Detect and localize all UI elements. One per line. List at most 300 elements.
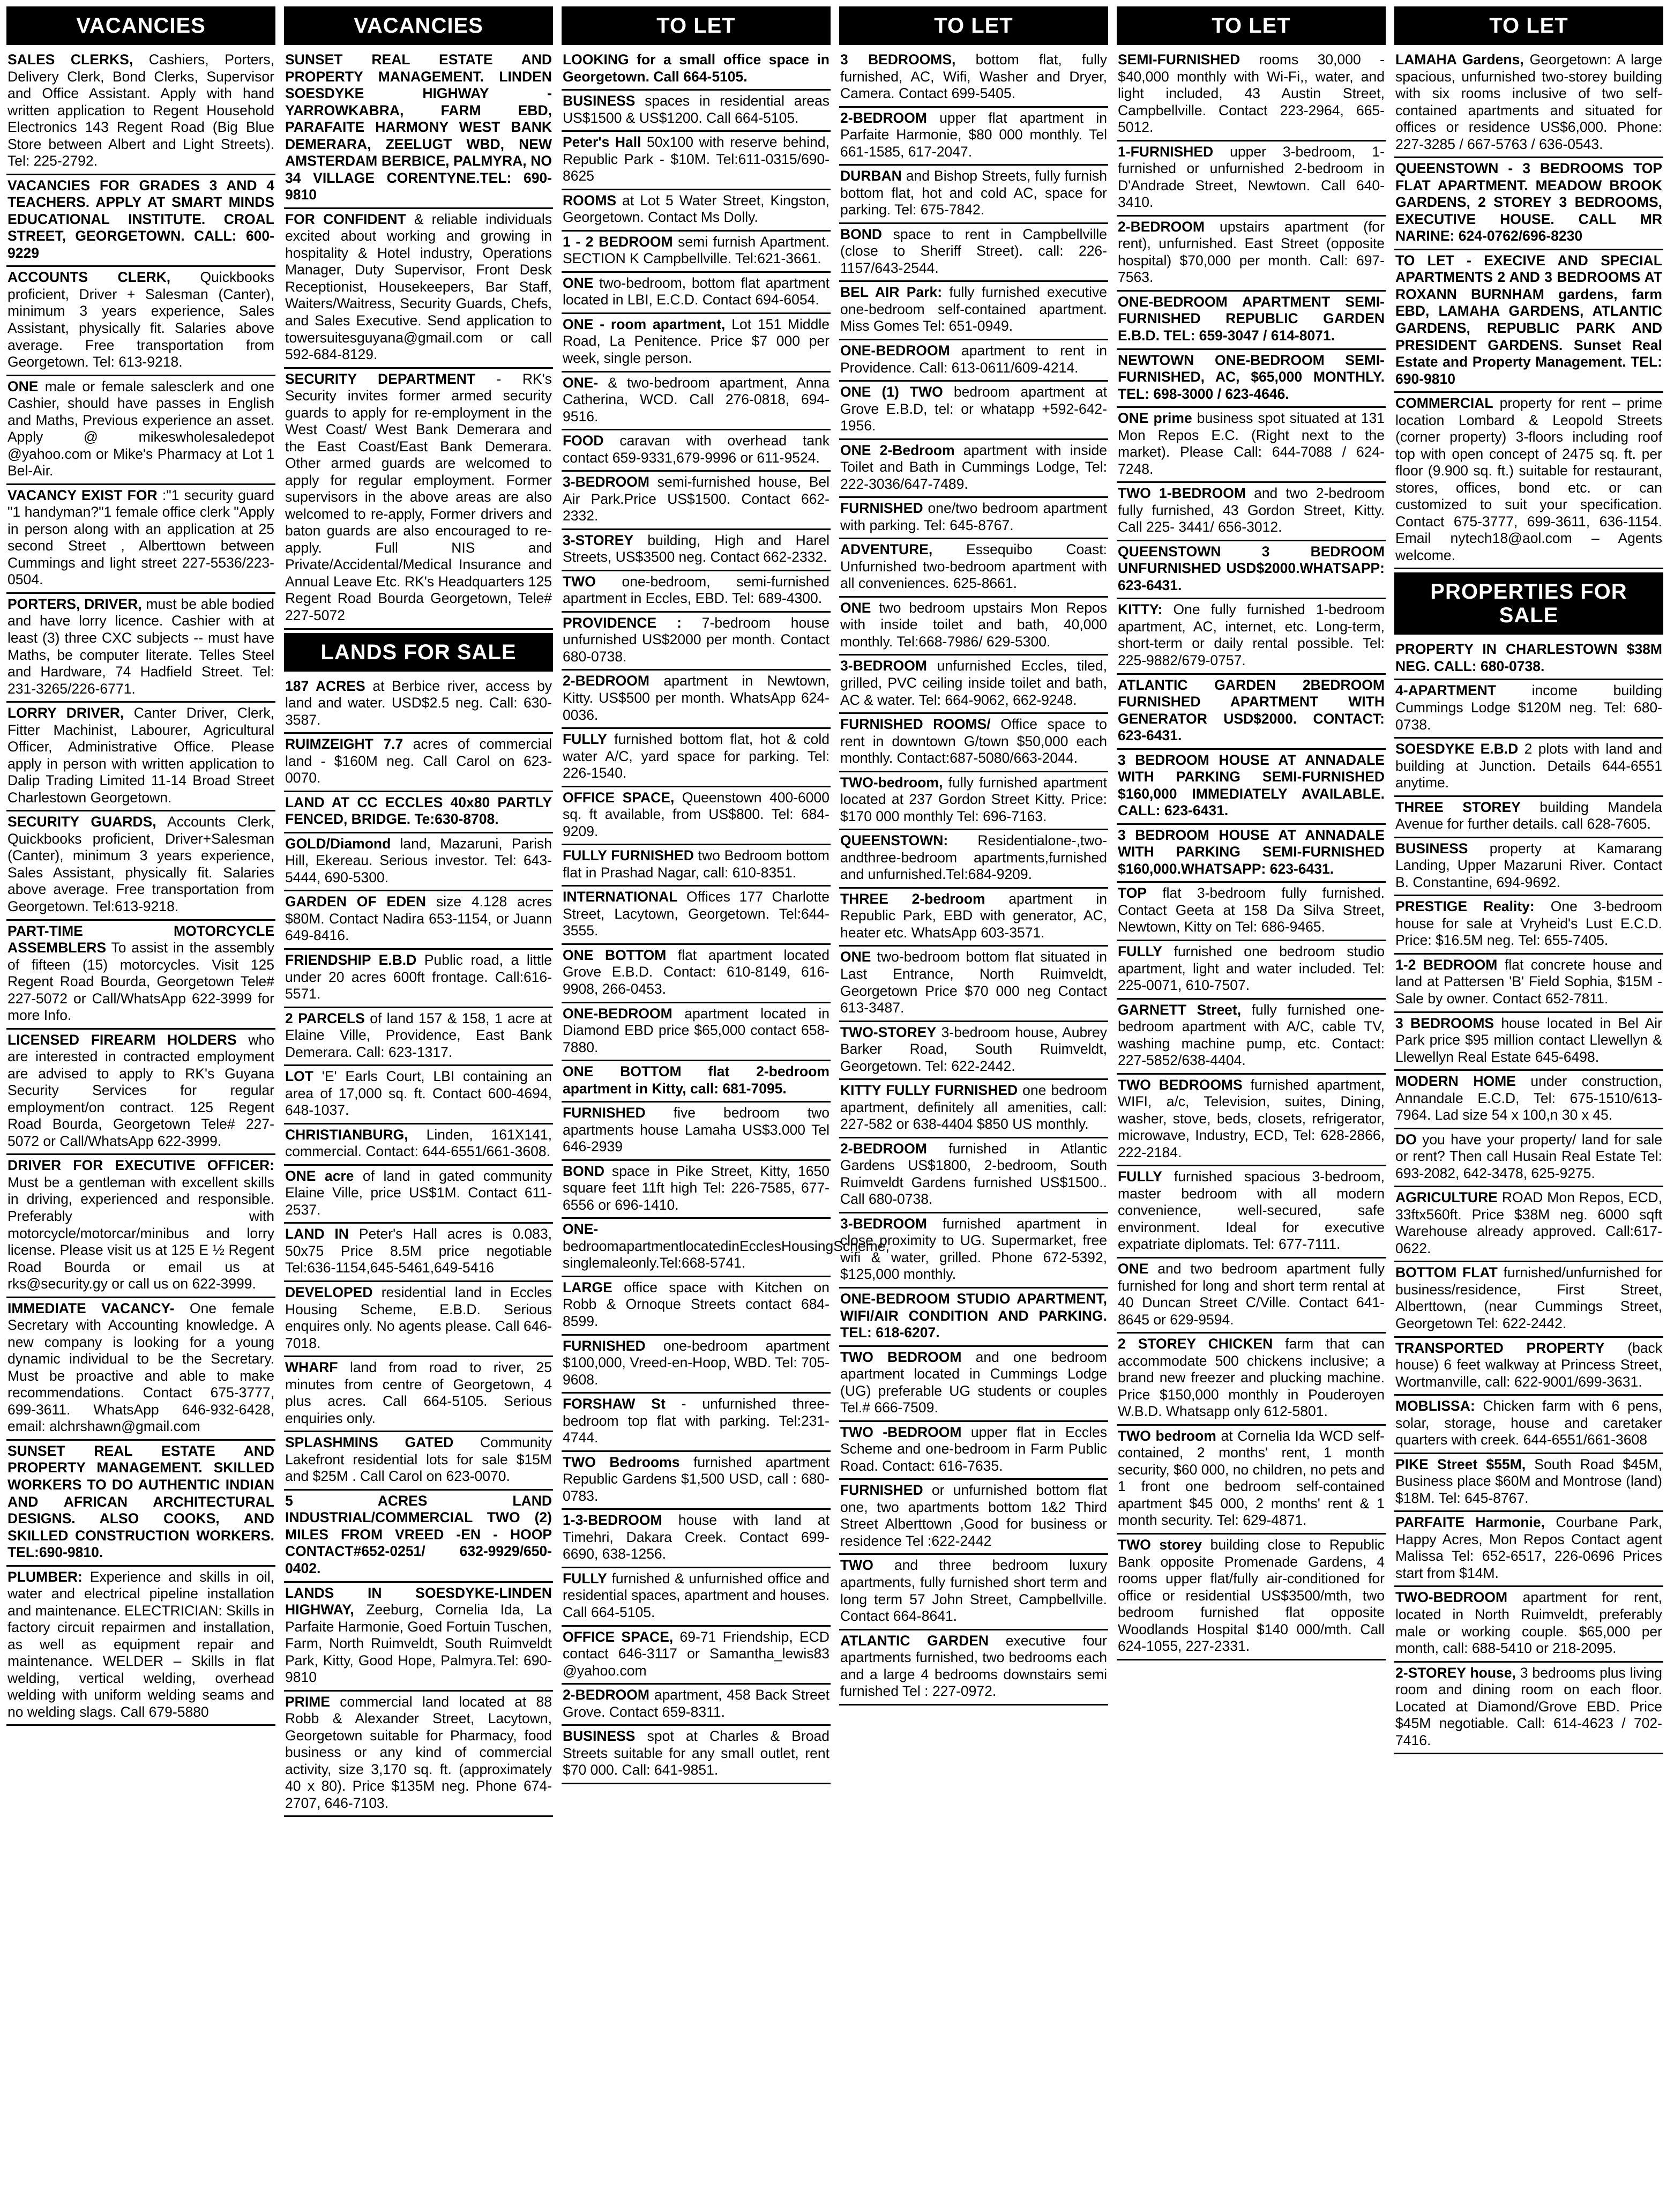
ad-keyword: 1-FURNISHED bbox=[1118, 143, 1214, 160]
ad-text: Peter's Hall acres is 0.083, 50x75 Price 8.5M price negotiable Tel:636-1154,645-5461,649-5416 bbox=[285, 1226, 552, 1276]
classified-ad bbox=[6, 485, 275, 594]
ad-keyword: 5 ACRES LAND INDUSTRIAL/COMMERCIAL TWO (2) MILES FROM VREED -EN - HOOP CONTACT#652-0251/ 632-9929/650-0402. bbox=[285, 1492, 552, 1576]
classified-ad bbox=[839, 166, 1108, 224]
ads-list-lands bbox=[284, 676, 553, 1818]
ad-keyword: LARGE bbox=[563, 1279, 612, 1295]
ad-keyword: QUEENSTOWN: bbox=[840, 832, 948, 849]
ad-keyword: THREE 2-bedroom bbox=[840, 890, 985, 907]
ad-keyword: DURBAN bbox=[840, 168, 902, 184]
classified-ad bbox=[1117, 141, 1386, 217]
ad-text: spot at Charles & Broad Streets suitable for any small outlet, rent $70 000. Call: 641-9851. bbox=[563, 1728, 829, 1778]
ad-keyword: 2-BEDROOM bbox=[1118, 218, 1205, 235]
classified-ad bbox=[839, 714, 1108, 772]
classified-ad bbox=[284, 891, 553, 950]
column-to-let-3 bbox=[1117, 6, 1386, 2206]
classified-ad bbox=[6, 267, 275, 376]
ad-text: house located in Bel Air Park price $95 million contact Llewellyn & Llewellyn Real Estate 645-6498. bbox=[1395, 1015, 1662, 1065]
classified-ad bbox=[562, 273, 831, 314]
ads-list bbox=[1117, 49, 1386, 1660]
ad-keyword: QUEENSTOWN 3 BEDROOM UNFURNISHED USD$2000.WHATSAPP: 623-6431. bbox=[1118, 543, 1385, 593]
ad-keyword: FURNISHED ROOMS/ bbox=[840, 716, 991, 733]
ad-keyword: GARNETT Street, bbox=[1118, 1001, 1242, 1018]
ad-text: five bedroom two apartments house Lamaha US$3.000 Tel 646-2939 bbox=[563, 1105, 829, 1155]
ad-text: spaces in residential areas US$1500 & US$1200. Call 664-5105. bbox=[563, 93, 829, 126]
ad-keyword: ONE- bbox=[563, 1221, 599, 1238]
ad-text: land, Mazaruni, Parish Hill, Ekereau. Serious investor. Tel: 643-5444, 690-5300. bbox=[285, 835, 552, 885]
classified-ad bbox=[6, 1441, 275, 1567]
ad-keyword: PRESTIGE Reality: bbox=[1395, 898, 1535, 915]
ad-text: furnished in Atlantic Gardens US$1800, 2-bedroom, South Ruimveldt Gardens furnished US$1500.. Call 680-0738. bbox=[840, 1140, 1107, 1208]
section-header: VACANCIES bbox=[6, 6, 275, 45]
ad-text: one/two bedroom apartment with parking. Tel: 645-8767. bbox=[840, 500, 1107, 533]
ad-keyword: ATLANTIC GARDEN 2BEDROOM FURNISHED APARTMENT WITH GENERATOR USD$2000. CONTACT: 623-6431. bbox=[1118, 676, 1385, 744]
classified-ad bbox=[1117, 1000, 1386, 1075]
classified-ad bbox=[6, 1567, 275, 1726]
classified-ad bbox=[284, 1124, 553, 1166]
ad-keyword: TWO-BEDROOM bbox=[1395, 1589, 1508, 1606]
classified-ad bbox=[562, 887, 831, 945]
classified-ad bbox=[839, 1422, 1108, 1480]
classified-ad bbox=[562, 91, 831, 132]
ad-text: Quickbooks proficient, Driver + Salesman (Canter), minimum 3 years experience, Sales Assistant, physically fit. Salaries above average. Free transportation from Georgetown. Tel: 613-9218. bbox=[8, 269, 274, 370]
classified-ad bbox=[284, 1282, 553, 1357]
classified-ad bbox=[1394, 739, 1663, 797]
ad-text: of land 157 & 158, 1 acre at Elaine Ville, Providence, East Bank Demerara. Call: 623-1317. bbox=[285, 1010, 552, 1060]
ad-keyword: SEMI-FURNISHED bbox=[1118, 51, 1240, 68]
ad-keyword: 2-STOREY house, bbox=[1395, 1664, 1516, 1681]
ad-text: Courbane Park, Happy Acres, Mon Repos Contact agent Malissa Tel: 652-6517, 226-0696 Prices start from $14M. bbox=[1395, 1514, 1662, 1581]
classified-ad bbox=[284, 676, 553, 734]
ad-text: Georgetown: A large spacious, unfurnished two-storey building with six rooms inclusive of two self-contained apartments and situated for offices or residence US$6,000. Phone: 227-3285 / 667-5763 / 636-0543. bbox=[1395, 51, 1662, 152]
ad-text: flat apartment located Grove E.B.D. Contact: 610-8149, 616-9908, 266-0453. bbox=[563, 947, 829, 997]
ad-text: one bedroom apartment, definitely all amenities, call: 227-582 or 638-4404 $850 US monthly. bbox=[840, 1082, 1107, 1133]
ad-keyword: PRIME bbox=[285, 1693, 330, 1710]
classified-ad bbox=[1394, 680, 1663, 739]
ad-text: fully furnished apartment located at 237 Gordon Street Kitty. Price: $170 000 monthly Tel: 696-7163. bbox=[840, 774, 1107, 824]
classified-ad bbox=[1394, 1338, 1663, 1396]
classified-ad bbox=[562, 530, 831, 571]
ad-text: furnished & unfurnished office and residential spaces, apartment and houses. Call 664-5105. bbox=[563, 1570, 829, 1620]
ad-text: (back house) 6 feet walkway at Princess Street, Wortmanville, call: 622-9001/699-3631. bbox=[1395, 1339, 1662, 1390]
ad-keyword: QUEENSTOWN - 3 BEDROOMS TOP FLAT APARTMENT. MEADOW BROOK GARDENS, 2 STOREY 3 BEDROOMS, EXECUTIVE HOUSE. CALL MR NARINE: 624-0762/696-8230 bbox=[1395, 160, 1662, 244]
ad-keyword: MOBLISSA: bbox=[1395, 1398, 1475, 1414]
ad-text: apartment in Newtown, Kitty. US$500 per month. WhatsApp 624-0036. bbox=[563, 673, 829, 723]
classified-ad bbox=[1394, 896, 1663, 955]
ad-keyword: TRANSPORTED PROPERTY bbox=[1395, 1339, 1605, 1356]
ad-text: or unfurnished bottom flat one, two apartments bottom 1&2 Third Street Alberttown ,Good for business or residence Tel :622-2442 bbox=[840, 1482, 1107, 1549]
section-header: TO LET bbox=[562, 6, 831, 45]
ad-text: 3 bedrooms plus living room and dining room on each floor. Located at Diamond/Grove EBD. Price $45M negotiable. Call: 614-4623 / 702-7416. bbox=[1395, 1664, 1662, 1748]
classified-ad bbox=[562, 1103, 831, 1161]
ad-text: Residentialone-,two-andthree-bedroom apartments,furnished and unfurnished.Tel:684-9209. bbox=[840, 832, 1107, 883]
ad-keyword: DRIVER FOR EXECUTIVE OFFICER: bbox=[8, 1157, 274, 1174]
ad-keyword: LAMAHA Gardens, bbox=[1395, 51, 1524, 68]
classified-ad bbox=[562, 314, 831, 373]
ad-text: Cashiers, Porters, Delivery Clerk, Bond Clerks, Supervisor and Office Assistant. Apply with hand written application to Regent Household Electronics 143 Regent Road (Big Blue Store between Albert and Light Streets). Tel: 225-2792. bbox=[8, 51, 274, 169]
classified-ad bbox=[562, 787, 831, 846]
ad-keyword: PLUMBER: bbox=[8, 1568, 83, 1585]
ad-text: acres of commercial land - $160M neg. Call Carol on 623-0070. bbox=[285, 736, 552, 786]
ad-keyword: IMMEDIATE VACANCY- bbox=[8, 1300, 175, 1316]
classified-ad bbox=[284, 734, 553, 792]
ad-text: and one bedroom apartment located in Cummings Lodge (UG) preferable UG students or couples Tel.# 666-7509. bbox=[840, 1349, 1108, 1416]
ad-text: To assist in the assembly of fifteen (15) motorcycles. Visit 125 Regent Road Bourda, Georgetown Tele# 227-5072 or Call/WhatsApp 622-3999 for more Info. bbox=[8, 940, 274, 1024]
ad-keyword: 187 ACRES bbox=[285, 677, 365, 694]
ad-keyword: SUNSET REAL ESTATE AND PROPERTY MANAGEMENT. SKILLED WORKERS TO DO AUTHENTIC INDIAN AND AFRICAN ARCHITECTURAL DESIGNS. ALSO COOKS, AND SKILLED CONSTRUCTION WORKERS. TEL:690-9810. bbox=[8, 1442, 274, 1561]
ad-keyword: TWO BEDROOM bbox=[840, 1349, 962, 1365]
classified-ad bbox=[6, 49, 275, 175]
classified-ad bbox=[562, 1726, 831, 1784]
ad-text: One fully furnished 1-bedroom apartment, AC, internet, etc. Long-term, short-term or daily rental possible. Tel: 225-9882/679-0757. bbox=[1118, 601, 1385, 668]
classified-ad bbox=[839, 340, 1108, 382]
ad-keyword: FOR CONFIDENT bbox=[285, 211, 406, 227]
ad-keyword: 3 BEDROOMS, bbox=[840, 51, 956, 68]
classified-ad bbox=[1394, 1262, 1663, 1337]
ad-keyword: 3-BEDROOM bbox=[840, 1215, 927, 1232]
classified-ad bbox=[1394, 838, 1663, 897]
classified-ad bbox=[1394, 1396, 1663, 1454]
ad-keyword: 3 BEDROOM HOUSE AT ANNADALE WITH PARKING SEMI-FURNISHED $160,000.WHATSAPP: 623-6431. bbox=[1118, 826, 1385, 877]
ad-text: - unfurnished three-bedroom top flat with parking. Tel:231-4744. bbox=[563, 1396, 829, 1446]
classified-ad bbox=[839, 1630, 1108, 1705]
ad-keyword: 3-BEDROOM bbox=[840, 658, 927, 674]
ad-keyword: ONE - room apartment, bbox=[563, 316, 726, 332]
classified-ad bbox=[6, 376, 275, 485]
classified-ad bbox=[562, 190, 831, 232]
ad-keyword: COMMERCIAL bbox=[1395, 395, 1493, 412]
ad-keyword: 3-BEDROOM bbox=[563, 474, 649, 490]
ad-text: Offices 177 Charlotte Street, Lacytown, Georgetown. Tel:644-3555. bbox=[563, 889, 829, 939]
ad-text: building close to Republic Bank opposite Promenade Gardens, 4 rooms upper flat/fully air-conditioned for office or residential US$3500/mth, two bedroom furnished flat opposite Woodlands Hospital $140 000/mth. Call 624-1055, 227-2331. bbox=[1118, 1536, 1385, 1655]
classified-ad bbox=[839, 1138, 1108, 1213]
ad-text: semi-furnished house, Bel Air Park.Price US$1500. Contact 662-2332. bbox=[563, 474, 829, 524]
ad-keyword: TWO bedroom bbox=[1118, 1427, 1216, 1444]
ad-text: executive four apartments furnished, two bedrooms each and a large 4 bedrooms downstairs semi furnished Tel : 227-0972. bbox=[840, 1632, 1107, 1700]
column-to-let-4 bbox=[1394, 6, 1663, 2206]
column-to-let-2 bbox=[839, 6, 1108, 2206]
ad-keyword: TO LET - EXECIVE AND SPECIAL APARTMENTS 2 AND 3 BEDROOMS AT ROXANN BURNHAM gardens, farm EBD, LAMAHA GARDENS, ATLANTIC GARDENS, REPUBLIC PARK AND PRESIDENT GARDENS. Sunset Real Estate and Property Management. TEL: 690-9810 bbox=[1395, 252, 1662, 387]
classified-ad bbox=[1117, 541, 1386, 600]
classified-ad bbox=[562, 430, 831, 472]
classified-ad bbox=[1394, 639, 1663, 680]
classified-ad bbox=[562, 1627, 831, 1685]
classified-ad bbox=[839, 1080, 1108, 1138]
ad-text: two-bedroom bottom flat situated in Last Entrance, North Ruimveldt, Georgetown Price $70 000 neg Contact 613-3487. bbox=[840, 949, 1107, 1016]
classified-ad bbox=[839, 49, 1108, 108]
classified-ad bbox=[6, 594, 275, 703]
ad-text: upper flat in Eccles Scheme and one-bedroom in Farm Public Road. Contact: 616-7635. bbox=[840, 1424, 1107, 1474]
ad-text: Lot 151 Middle Road, La Penitence. Price $7 000 per week, single person. bbox=[563, 316, 829, 366]
classified-ad bbox=[1117, 1258, 1386, 1334]
ad-text: furnished bottom flat, hot & cold water A/C, yard space for parking. Tel: 226-1540. bbox=[563, 731, 829, 781]
ad-text: Experience and skills in oil, water and electrical pipeline installation and maintenance. ELECTRICIAN: Skills in factory circuit repairmen and installation, as well as equipment repair and maintenance. WELDER – Skills in flat welding, vertical welding, overhead welding with uniform welding seams and no welding slags. Call 679-5880 bbox=[8, 1568, 274, 1720]
classified-ad bbox=[1394, 49, 1663, 158]
classified-ad bbox=[839, 656, 1108, 714]
ad-keyword: WHARF bbox=[285, 1359, 338, 1376]
ad-keyword: AGRICULTURE bbox=[1395, 1189, 1498, 1206]
classified-ad bbox=[562, 1061, 831, 1103]
ad-keyword: 3 BEDROOM HOUSE AT ANNADALE WITH PARKING SEMI-FURNISHED $160,000 IMMEDIATELY AVAILABLE. CALL: 623-6431. bbox=[1118, 751, 1385, 819]
ad-keyword: PROVIDENCE : bbox=[563, 614, 682, 631]
ad-text: one-bedroom apartment $100,000, Vreed-en-Hoop, WBD. Tel: 705-9608. bbox=[563, 1337, 829, 1388]
classified-ad bbox=[1394, 1587, 1663, 1662]
classified-ad bbox=[1394, 955, 1663, 1013]
classified-ad bbox=[839, 440, 1108, 498]
ad-keyword: LANDS IN SOESDYKE-LINDEN HIGHWAY, bbox=[285, 1584, 552, 1618]
ad-keyword: KITTY: bbox=[1118, 601, 1163, 618]
ad-keyword: FULLY bbox=[1118, 943, 1162, 959]
ad-text: Public road, a little under 20 acres 600ft frontage. Call:616-5571. bbox=[285, 951, 552, 1002]
classified-ad bbox=[562, 1003, 831, 1062]
ad-text: flat 3-bedroom fully furnished. Contact Geeta at 158 Da Silva Street, Newtown, Kitty on Tel: 686-9465. bbox=[1118, 885, 1385, 935]
ad-text: land from road to river, 25 minutes from centre of Georgetown, 4 plus acres. Call 664-5105. Serious enquiries only. bbox=[285, 1359, 552, 1426]
ad-keyword: TOP bbox=[1118, 885, 1147, 902]
classified-ad bbox=[839, 539, 1108, 598]
ad-keyword: DEVELOPED bbox=[285, 1284, 373, 1300]
ad-keyword: FULLY bbox=[563, 1570, 607, 1587]
ad-text: upper 3-bedroom, 1-furnished or unfurnished 2-bedroom in D'Andrade Street, Newtown. Call 640-3410. bbox=[1118, 143, 1385, 211]
ad-keyword: ONE bbox=[8, 378, 39, 394]
ad-text: two-bedroom, bottom flat apartment located in LBI, E.C.D. Contact 694-6054. bbox=[563, 274, 829, 308]
ad-keyword: TWO bbox=[840, 1557, 873, 1574]
classified-ad bbox=[284, 792, 553, 833]
classified-ad bbox=[1394, 1071, 1663, 1129]
ad-keyword: THREE STOREY bbox=[1395, 799, 1521, 815]
classified-ad bbox=[562, 1394, 831, 1452]
classified-ad bbox=[1117, 1535, 1386, 1660]
ad-keyword: PIKE Street $55M, bbox=[1395, 1456, 1526, 1472]
ad-text: Essequibo Coast: Unfurnished two-bedroom apartment with all conveniences. 625-8661. bbox=[840, 541, 1107, 592]
ad-keyword: SALES CLERKS, bbox=[8, 51, 133, 68]
classified-ad bbox=[1117, 941, 1386, 1000]
ad-keyword: DO bbox=[1395, 1131, 1417, 1148]
classified-ad bbox=[1394, 1512, 1663, 1587]
ad-keyword: TWO 1-BEDROOM bbox=[1118, 485, 1246, 502]
classified-ad bbox=[839, 598, 1108, 656]
ad-keyword: SECURITY DEPARTMENT bbox=[285, 370, 476, 387]
ad-text: at Cornelia Ida WCD self-contained, 2 months' rent, 1 month security, $60 000, no children, no pets and 1 front one bedroom self-contained apartment $45 000, 2 months' rent & 1 month security. Tel: 629-4871. bbox=[1118, 1427, 1385, 1529]
ad-text: business spot situated at 131 Mon Repos E.C. (Right next to the market). Please Call: 644-7088 / 624-7248. bbox=[1118, 410, 1385, 477]
ad-text: under construction, Annandale E.C.D, Tel: 675-1510/613-7964. Lad size 54 x 100,n 30 x 45. bbox=[1395, 1073, 1662, 1123]
ad-keyword: VACANCIES FOR GRADES 3 AND 4 TEACHERS. APPLY AT SMART MINDS EDUCATIONAL INSTITUTE. CROAL STREET, GEORGETOWN. CALL: 600-9229 bbox=[8, 177, 274, 261]
ad-text: Linden, 161X141, commercial. Contact: 644-6551/661-3608. bbox=[285, 1126, 552, 1160]
classified-ad bbox=[562, 132, 831, 190]
ad-text: furnished spacious 3-bedroom, master bedroom with all modern convenience, well-secured, safe environment. Ideal for executive expatriate diplomats. Tel: 677-7111. bbox=[1118, 1168, 1385, 1253]
ad-keyword: PROPERTY IN CHARLESTOWN $38M NEG. CALL: 680-0738. bbox=[1395, 641, 1662, 674]
ad-text: furnished/unfurnished for business/residence, First Street, Alberttown, (near Cummings Street, Georgetown Tel: 622-2442. bbox=[1395, 1264, 1662, 1331]
ad-text: furnished apartment Republic Gardens $1,500 USD, call : 680-0783. bbox=[563, 1454, 829, 1504]
classified-ad bbox=[562, 571, 831, 613]
ad-keyword: TWO BEDROOMS bbox=[1118, 1076, 1243, 1093]
ad-text: Office space to rent in downtown G/town $50,000 each monthly. Contact:687-5080/663-2044. bbox=[840, 716, 1107, 766]
ad-text: space to rent in Campbellville (close to Sheriff Street). call: 226-1157/643-2544. bbox=[840, 226, 1107, 276]
ad-keyword: KITTY FULLY FURNISHED bbox=[840, 1082, 1018, 1099]
ad-keyword: 2-BEDROOM bbox=[840, 109, 927, 126]
classified-ad bbox=[839, 830, 1108, 889]
ad-text: & two-bedroom apartment, Anna Catherina, WCD. Call 276-0818, 694-9516. bbox=[563, 374, 829, 424]
classified-ad bbox=[562, 1452, 831, 1510]
ad-keyword: NEWTOWN ONE-BEDROOM SEMI-FURNISHED, AC, $65,000 MONTHLY. TEL: 698-3000 / 623-4646. bbox=[1118, 352, 1385, 402]
ad-keyword: 2 STOREY CHICKEN bbox=[1118, 1336, 1273, 1352]
ad-text: 69-71 Friendship, ECD contact 646-3117 or Samantha_lewis83 @yahoo.com bbox=[563, 1628, 829, 1679]
ad-keyword: 3-STOREY bbox=[563, 532, 634, 548]
section-header: TO LET bbox=[1117, 6, 1386, 45]
ad-keyword: VACANCY EXIST FOR bbox=[8, 487, 158, 503]
ads-list bbox=[6, 49, 275, 1726]
ad-keyword: TWO Bedrooms bbox=[563, 1454, 680, 1470]
classified-ad bbox=[284, 833, 553, 892]
ad-text: building, High and Harel Streets, US$3500 neg. Contact 662-2332. bbox=[563, 532, 829, 565]
classified-ad bbox=[839, 1022, 1108, 1081]
ad-keyword: 2 PARCELS bbox=[285, 1010, 365, 1026]
classified-ad bbox=[284, 1166, 553, 1224]
ad-keyword: 2-BEDROOM bbox=[563, 673, 649, 689]
ad-text: office space with Kitchen on Robb & Ornoque Streets contact 684-8599. bbox=[563, 1279, 829, 1329]
ad-keyword: ONE bbox=[840, 949, 871, 965]
ad-text: two Bedroom bottom flat in Prashad Nagar, call: 610-8351. bbox=[563, 847, 829, 881]
classified-ad bbox=[6, 703, 275, 811]
section-header: TO LET bbox=[839, 6, 1108, 45]
ad-text: 3-bedroom house, Aubrey Barker Road, South Ruimveldt, Georgetown. Tel: 622-2442. bbox=[840, 1024, 1107, 1074]
ad-text: :"1 security guard "1 handyman?"1 female office clerk "Apply in person along with an application at 25 second Street , Alberttown between Cummings and light street 227-5536/223-0504. bbox=[8, 487, 274, 588]
ad-text: property for rent – prime location Lombard & Leopold Streets (corner property) 3-floors including roof top with open concept of 2475 sq. ft. per floor (9.900 sq. ft.) suitable for restaurant, stores, offices, bond etc. or can customized to suit your specification. Contact 675-3777, 699-3611, 636-1154. Email nytech18@aol.com – Agents welcome. bbox=[1395, 395, 1662, 563]
classified-ad bbox=[1117, 350, 1386, 408]
ad-text: apartment located in Diamond EBD price $65,000 contact 658-7880. bbox=[563, 1005, 829, 1055]
ad-text: fully furnished executive one-bedroom self-contained apartment. Miss Gomes Tel: 651-0949. bbox=[840, 284, 1107, 334]
classified-ad bbox=[1117, 825, 1386, 883]
classified-ad bbox=[284, 1432, 553, 1491]
ad-text: furnished apartment, WIFI, a/c, Television, suites, Dining, washer, stove, beds, closets, refrigerator, microwave, Industry, ECD, Tel: 628-2866, 222-2184. bbox=[1118, 1076, 1385, 1160]
ad-text: house with land at Timehri, Dakara Creek. Contact 699-6690, 638-1256. bbox=[563, 1512, 829, 1562]
classified-ad bbox=[562, 671, 831, 729]
ad-keyword: FORSHAW St bbox=[563, 1396, 666, 1412]
ad-text: commercial land located at 88 Robb & Alexander Street, Lacytown, Georgetown suitable for Pharmacy, food business or any kind of commercial activity, size 3,170 sq. ft. (approximately 40 x 80). Price $135M neg. Phone 674-2707, 646-7103. bbox=[285, 1693, 552, 1811]
ad-text: unfurnished Eccles, tiled, grilled, PVC ceiling inside toilet and bath, AC & water. Tel: 664-9062, 662-9248. bbox=[840, 658, 1107, 708]
section-header: TO LET bbox=[1394, 6, 1663, 45]
ads-list-properties bbox=[1394, 639, 1663, 1754]
ad-keyword: GARDEN OF EDEN bbox=[285, 893, 427, 910]
ad-keyword: ROOMS bbox=[563, 192, 617, 208]
ad-text: apartment to rent in Providence. Call: 613-0611/609-4214. bbox=[840, 342, 1107, 376]
classified-ad bbox=[1117, 483, 1386, 541]
classified-ad bbox=[284, 209, 553, 369]
ad-keyword: FULLY bbox=[563, 731, 607, 748]
classified-ad bbox=[839, 224, 1108, 282]
classified-ad bbox=[1117, 1075, 1386, 1167]
ad-text: Community Lakefront residential lots for sale $15M and $25M . Call Carol on 623-0070. bbox=[285, 1434, 552, 1485]
ad-keyword: TWO bbox=[563, 573, 596, 590]
ad-keyword: ONE-BEDROOM APARTMENT SEMI-FURNISHED REPUBLIC GARDEN E.B.D. TEL: 659-3047 / 614-8071. bbox=[1118, 293, 1385, 344]
classified-ad bbox=[1117, 599, 1386, 674]
ad-keyword: LORRY DRIVER, bbox=[8, 705, 124, 721]
ad-text: Chicken farm with 6 pens, solar, storage, house and caretaker quarters with creek. 644-6551/661-3608 bbox=[1395, 1398, 1662, 1448]
ad-text: Zeeburg, Cornelia Ida, La Parfaite Harmonie, Goed Fortuin Tuschen, Farm, North Ruimveldt, South Ruimveldt Park, Kitty, Good Hope, Palmyra.Tel: 690-9810 bbox=[285, 1602, 552, 1686]
ad-text: male or female salesclerk and one Cashier, should have passes in English and Maths, Previous experience an asset. Apply @ mikeswholesaledepot @yahoo.com or Mike's Pharmacy at Lot 1 Bel-Air. bbox=[8, 378, 274, 479]
ad-text: two bedroom upstairs Mon Repos with inside toilet and bath, 40,000 monthly. Tel:668-7986/ 629-5300. bbox=[840, 599, 1107, 650]
column-vacancies-2 bbox=[284, 6, 553, 2206]
ad-keyword: Peter's Hall bbox=[563, 134, 641, 151]
ad-keyword: ONE acre bbox=[285, 1167, 354, 1184]
classified-ad bbox=[562, 729, 831, 787]
classified-ad bbox=[1117, 49, 1386, 141]
ad-text: bottom flat, fully furnished, AC, Wifi, Washer and Dryer, Camera. Contact 699-5405. bbox=[840, 51, 1107, 102]
ad-keyword: OFFICE SPACE, bbox=[563, 1628, 674, 1645]
ad-text: one-bedroom, semi-furnished apartment in Eccles, EBD. Tel: 689-4300. bbox=[563, 573, 829, 607]
classified-ad bbox=[284, 1692, 553, 1818]
ad-text: and three bedroom luxury apartments, fully furnished short term and long term 57 John Street, Campbellville. Contact 664-8641. bbox=[840, 1557, 1107, 1625]
ad-keyword: TWO storey bbox=[1118, 1536, 1202, 1553]
classified-ad bbox=[562, 1277, 831, 1336]
ad-text: One female Secretary with Accounting knowledge. A new company is looking for a young dynamic individual to be the Secretary. Must be proactive and able to make recommendations. Contact 675-3777, 699-3611. WhatsApp 646-932-6428, email: alchrshawn@gmail.com bbox=[8, 1300, 274, 1435]
ad-keyword: 4-APARTMENT bbox=[1395, 682, 1496, 699]
ad-text: 50x100 with reserve behind, Republic Park - $10M. Tel:611-0315/690-8625 bbox=[563, 134, 829, 184]
classified-ad bbox=[1394, 393, 1663, 569]
ad-text: Accounts Clerk, Quickbooks proficient, Driver+Salesman (Canter), minimum 3 years experience, Sales Assistant, physically fit. Salaries above average. Free transportation from Georgetown. Tel:613-9218. bbox=[8, 814, 274, 914]
ad-keyword: ONE bbox=[563, 274, 594, 291]
classified-ad bbox=[562, 1336, 831, 1394]
ad-keyword: FURNISHED bbox=[840, 500, 923, 517]
ad-keyword: BOND bbox=[840, 226, 883, 242]
classified-ad bbox=[839, 1213, 1108, 1289]
classified-ad bbox=[562, 1510, 831, 1568]
ad-keyword: BOTTOM FLAT bbox=[1395, 1264, 1498, 1281]
ad-text: of land in gated community Elaine Ville, price US$1M. Contact 611-2537. bbox=[285, 1167, 552, 1218]
ad-text: One 3-bedroom house for sale at Vryheid's Lust E.C.D. Price: $16.5M neg. Tel: 655-7405. bbox=[1395, 898, 1663, 949]
ad-text: and two 2-bedroom fully furnished, 43 Gordon Street, Kitty. Call 225- 3441/ 656-3012. bbox=[1118, 485, 1385, 535]
classified-ad bbox=[1117, 1166, 1386, 1258]
ad-text: South Road $45M, Business place $60M and Montrose (land) $18M. Tel: 645-8767. bbox=[1395, 1456, 1663, 1506]
classified-ad bbox=[284, 1066, 553, 1124]
ad-text: flat concrete house and land at Pattersen 'B' Field Sophia, $15M - Sale by owner. Contact 652-7811. bbox=[1395, 956, 1663, 1007]
classified-ad bbox=[839, 1347, 1108, 1422]
ad-keyword: FURNISHED bbox=[563, 1337, 646, 1354]
ads-list bbox=[1394, 49, 1663, 569]
classified-ad bbox=[839, 947, 1108, 1022]
ad-keyword: ONE (1) TWO bbox=[840, 384, 943, 400]
ad-keyword: ONE-BEDROOM bbox=[840, 342, 950, 359]
classified-ad bbox=[1394, 158, 1663, 250]
ad-keyword: TWO-STOREY bbox=[840, 1024, 937, 1040]
ad-text: upstairs apartment (for rent), unfurnished. East Street (opposite hospital) $70,000 per month. Call: 697-7563. bbox=[1118, 218, 1385, 286]
ad-text: Queenstown 400-6000 sq. ft available, from US$800. Tel: 684-9209. bbox=[563, 789, 829, 839]
ad-text: apartment, 458 Back Street Grove. Contact 659-8311. bbox=[563, 1687, 829, 1720]
ad-text: semi furnish Apartment. SECTION K Campbellville. Tel:621-3661. bbox=[563, 233, 830, 267]
ad-keyword: BUSINESS bbox=[1395, 840, 1468, 857]
ad-text: residential land in Eccles Housing Scheme, E.B.D. Serious enquires only. No agents please. Call 646-7018. bbox=[285, 1284, 552, 1351]
classified-ad bbox=[839, 382, 1108, 440]
ad-text: - RK's Security invites former armed security guards to apply for re-employment in the West Coast/ West Bank Demerara and the East Coast/East Bank Demerara. Other armed guards are welcomed to apply for regular employment. Former supervisors in the above areas are also welcomed to re-apply, Former drivers and baton guards are also encouraged to re-apply. Full NIS and Private/Accidental/Medical Insurance and Annual Leave Etc. RK's Headquarters 125 Regent Road Bourda Georgetown, Tele# 227-5072 bbox=[285, 370, 552, 623]
ad-text: furnished apartment in close proximity to UG. Supermarket, free wifi & water, grilled. Phone 672-5392, $125,000 monthly. bbox=[840, 1215, 1107, 1283]
ad-keyword: BUSINESS bbox=[563, 1728, 636, 1745]
ad-text: and Bishop Streets, fully furnish bottom flat, hot and cold AC, space for parking. Tel: 675-7842. bbox=[840, 168, 1107, 218]
ad-keyword: ATLANTIC GARDEN bbox=[840, 1632, 989, 1649]
ad-text: building Mandela Avenue for further details. call 628-7605. bbox=[1395, 799, 1662, 832]
column-vacancies-1 bbox=[6, 6, 275, 2206]
ad-keyword: ONE 2-Bedroom bbox=[840, 442, 955, 458]
ad-keyword: ACCOUNTS CLERK, bbox=[8, 269, 171, 286]
classified-ad bbox=[284, 1491, 553, 1583]
classified-ad bbox=[839, 108, 1108, 166]
ad-text: space in Pike Street, Kitty, 1650 square feet 11ft high Tel: 226-7585, 677-6556 or 696-1410. bbox=[563, 1163, 829, 1213]
classified-ad bbox=[562, 373, 831, 431]
ad-keyword: 2-BEDROOM bbox=[563, 1687, 649, 1703]
ads-list bbox=[839, 49, 1108, 1705]
ad-keyword: FULLY FURNISHED bbox=[563, 847, 694, 864]
ad-text: Must be a gentleman with excellent skills in driving, experienced and responsible. Preferably with motorcycle/motorcar/minibus and lorry license. Please visit us at 125 E ½ Regent Road Bourda or email us at rks@security.gy or call us on 622-3999. bbox=[8, 1174, 274, 1292]
ad-keyword: ONE bbox=[840, 599, 871, 616]
classified-ad bbox=[1394, 797, 1663, 838]
classified-ad bbox=[1117, 1334, 1386, 1426]
